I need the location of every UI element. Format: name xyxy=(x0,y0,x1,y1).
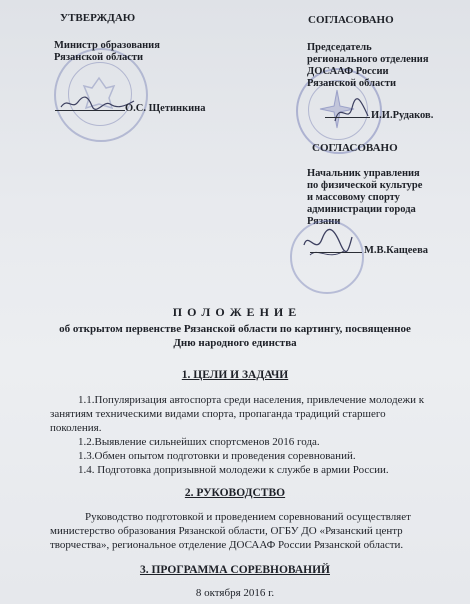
agreed1-line1: Председатель xyxy=(307,42,372,53)
document-subtitle-line2: Дню народного единства xyxy=(173,337,297,349)
agreed-heading-2: СОГЛАСОВАНО xyxy=(312,142,398,154)
agreed2-line1: Начальник управления xyxy=(307,168,420,179)
agreed1-line4: Рязанской области xyxy=(307,78,397,89)
agreed2-line4: администрации города xyxy=(307,204,416,215)
section3-heading: 3. ПРОГРАММА СОРЕВНОВАНИЙ xyxy=(139,564,330,576)
section2-line3: творчества», региональное отделение ДОСААФ России Рязанской области. xyxy=(50,539,404,551)
agreed2-line2: по физической культуре xyxy=(307,180,423,191)
agreed-heading-1: СОГЛАСОВАНО xyxy=(308,14,394,26)
signature-right-2 xyxy=(300,225,355,265)
section3-date: 8 октября 2016 г. xyxy=(195,587,275,599)
section1-item4: 1.4. Подготовка допризывной молодежи к службе в армии России. xyxy=(78,464,389,476)
section2-heading: 2. РУКОВОДСТВО xyxy=(184,487,286,499)
approver-title-line1: Министр образования xyxy=(54,40,160,51)
agreed2-line5: Рязани xyxy=(307,216,341,227)
signature-line-right-1 xyxy=(325,117,370,118)
approver-title-line2: Рязанской области xyxy=(54,52,144,63)
agreed1-signer: И.И.Рудаков. xyxy=(371,110,434,121)
section1-item1-line3: поколения. xyxy=(50,422,102,434)
section1-item1-line1: 1.1.Популяризация автоспорта среди населения, привлечение молодежи к xyxy=(78,394,425,406)
section2-line1: Руководство подготовкой и проведением соревнований осуществляет xyxy=(85,511,411,523)
section2-line2: министерство образования Рязанской области, ОГБУ ДО «Рязанский центр xyxy=(50,525,403,537)
agreed1-line2: регионального отделения xyxy=(307,54,429,65)
section1-heading: 1. ЦЕЛИ И ЗАДАЧИ xyxy=(181,369,289,381)
approve-heading: УТВЕРЖДАЮ xyxy=(60,12,136,24)
signature-line-left xyxy=(55,110,125,111)
approver-name-left: О.С. Щетинкина xyxy=(125,103,206,114)
agreed2-line3: и массовому спорту xyxy=(307,192,400,203)
document-title: П О Л О Ж Е Н И Е xyxy=(172,305,298,319)
section1-item2: 1.2.Выявление сильнейших спортсменов 2016 года. xyxy=(78,436,320,448)
section1-item1-line2: занятиям техническими видами спорта, пропаганда традиций старшего xyxy=(50,408,386,420)
section1-item3: 1.3.Обмен опытом подготовки и проведения соревнований. xyxy=(78,450,356,462)
agreed1-line3: ДОСААФ России xyxy=(307,66,389,77)
signature-line-right-2 xyxy=(310,252,362,253)
agreed2-signer: М.В.Кащеева xyxy=(364,245,428,256)
signature-right-1 xyxy=(330,96,375,126)
document-subtitle-line1: об открытом первенстве Рязанской области по картингу, посвященное xyxy=(59,323,411,335)
